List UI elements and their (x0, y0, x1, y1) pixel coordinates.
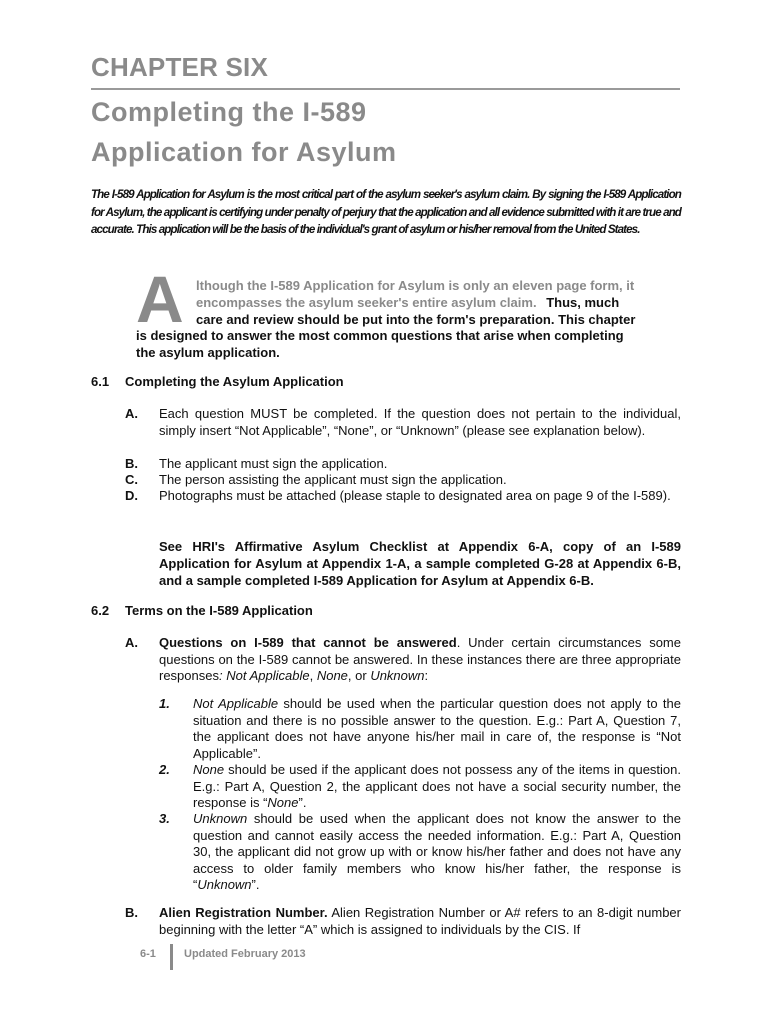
section-6-2-number: 6.2 (91, 603, 110, 618)
term-b-label: B. (125, 905, 138, 920)
term-a-opt2: None (316, 668, 348, 683)
term-a-label: A. (125, 635, 138, 650)
term-a-sep1: , (309, 668, 317, 683)
term-a-end: : (424, 668, 429, 683)
subitem-2-text (193, 762, 681, 812)
intro-paragraph: The I-589 Application for Asylum is the most critical part of the asylum seeker's asylum claim. By signing the I-589 Application for Asylum, the applicant is certifying under penalty of perjury that the application and all evidence submitted with it are true and accurate. This application will be the basis of the individual's grant of asylum or his/her removal from the United States. (91, 188, 681, 236)
subitem-2-term: None (193, 762, 225, 777)
subitem-2-term2: None (267, 795, 299, 810)
subitem-2-tail: ”. (298, 795, 307, 810)
term-a-text: . Under certain circumstances some questions on the I-589 cannot be answered. In these instances there are three appropriate responses (159, 635, 681, 683)
footer-divider (170, 944, 173, 970)
subitem-1-text (193, 696, 681, 762)
subitem-3-term2: Unknown (197, 877, 252, 892)
term-a-opt1: Not Applicable (226, 668, 310, 683)
subitem-1-number: 1. (159, 696, 170, 711)
dropcap-line1: lthough the I-589 Application for Asylum is only an eleven page form, it (196, 278, 635, 293)
item-c-text: The person assisting the applicant must sign the application. (159, 472, 507, 487)
drop-cap: A (136, 262, 184, 336)
dropcap-line3: care and review should be put into the form's preparation. This chapter (196, 312, 636, 327)
subitem-2-body: should be used if the applicant does not possess any of the items in question. E.g.: Part A, Question 2, the applicant does not have a social security number, the response is “ (193, 762, 681, 810)
dropcap-line2 (196, 294, 636, 311)
term-a-title: Questions on I-589 that cannot be answered (159, 635, 457, 650)
appendix-note: See HRI's Affirmative Asylum Checklist at Appendix 6-A, copy of an I-589 Application for Asylum at Appendix 1-A, a sample completed G-28 at Appendix 6-B, and a sample completed I-589 Application for Asylum at Appendix 6-B. (159, 539, 681, 588)
chapter-label: CHAPTER SIX (91, 52, 269, 82)
item-c-label: C. (125, 472, 138, 487)
dropcap-line4: is designed to answer the most common questions that arise when completing (136, 328, 624, 343)
chapter-title (91, 92, 397, 172)
dropcap-line5: the asylum application. (136, 345, 280, 360)
subitem-3-tail: ”. (251, 877, 260, 892)
term-b-paragraph (159, 905, 681, 938)
item-d-label: D. (125, 488, 138, 503)
item-a-label: A. (125, 406, 138, 421)
term-b-text: Alien Registration Number or A# refers to an 8-digit number beginning with the letter “A” which is assigned to individuals by the CIS. If (159, 905, 681, 937)
term-b-title: Alien Registration Number. (159, 905, 328, 920)
subitem-2-number: 2. (159, 762, 170, 777)
dropcap-line2-bold: Thus, much (546, 295, 620, 310)
term-a-opt3: Unknown (370, 668, 425, 683)
chapter-title-line1: Completing the I-589 (91, 97, 367, 127)
term-a-colon: : (218, 668, 223, 683)
section-6-1-number: 6.1 (91, 374, 110, 389)
subitem-3-body: should be used when the applicant does not know the answer to the question and cannot easily access the needed information. E.g.: Part A, Question 30, the applicant did not grow up with or know his/her father and does not have any access to older family members who know his/her father, the response is “ (193, 811, 681, 892)
chapter-title-line2: Application for Asylum (91, 137, 397, 167)
item-a-text: Each question MUST be completed. If the question does not pertain to the individual, simply insert “Not Applicable”, “None”, or “Unknown” (please see explanation below). (159, 406, 681, 438)
chapter-rule (91, 88, 680, 90)
subitem-3-text (193, 811, 681, 894)
term-a-sep2: , or (347, 668, 371, 683)
item-b-label: B. (125, 456, 138, 471)
subitem-1-body: should be used when the particular question does not apply to the situation and there is no possible answer to the question. E.g.: Part A, Question 7, the applicant does not have anyone his/her mail in care of, the response is “Not Applicable”. (193, 696, 681, 761)
updated-date: Updated February 2013 (184, 948, 306, 960)
term-a-paragraph (159, 635, 681, 685)
section-6-1-heading: Completing the Asylum Application (125, 374, 344, 389)
dropcap-line2-grey: encompasses the asylum seeker's entire asylum claim. (196, 295, 537, 310)
item-d-text: Photographs must be attached (please staple to designated area on page 9 of the I-589). (159, 488, 671, 503)
item-b-text: The applicant must sign the application. (159, 456, 388, 471)
subitem-1-term: Not Applicable (193, 696, 279, 711)
page-number: 6-1 (140, 948, 156, 960)
section-6-2-heading: Terms on the I-589 Application (125, 603, 313, 618)
subitem-3-term: Unknown (193, 811, 248, 826)
subitem-3-number: 3. (159, 811, 170, 826)
